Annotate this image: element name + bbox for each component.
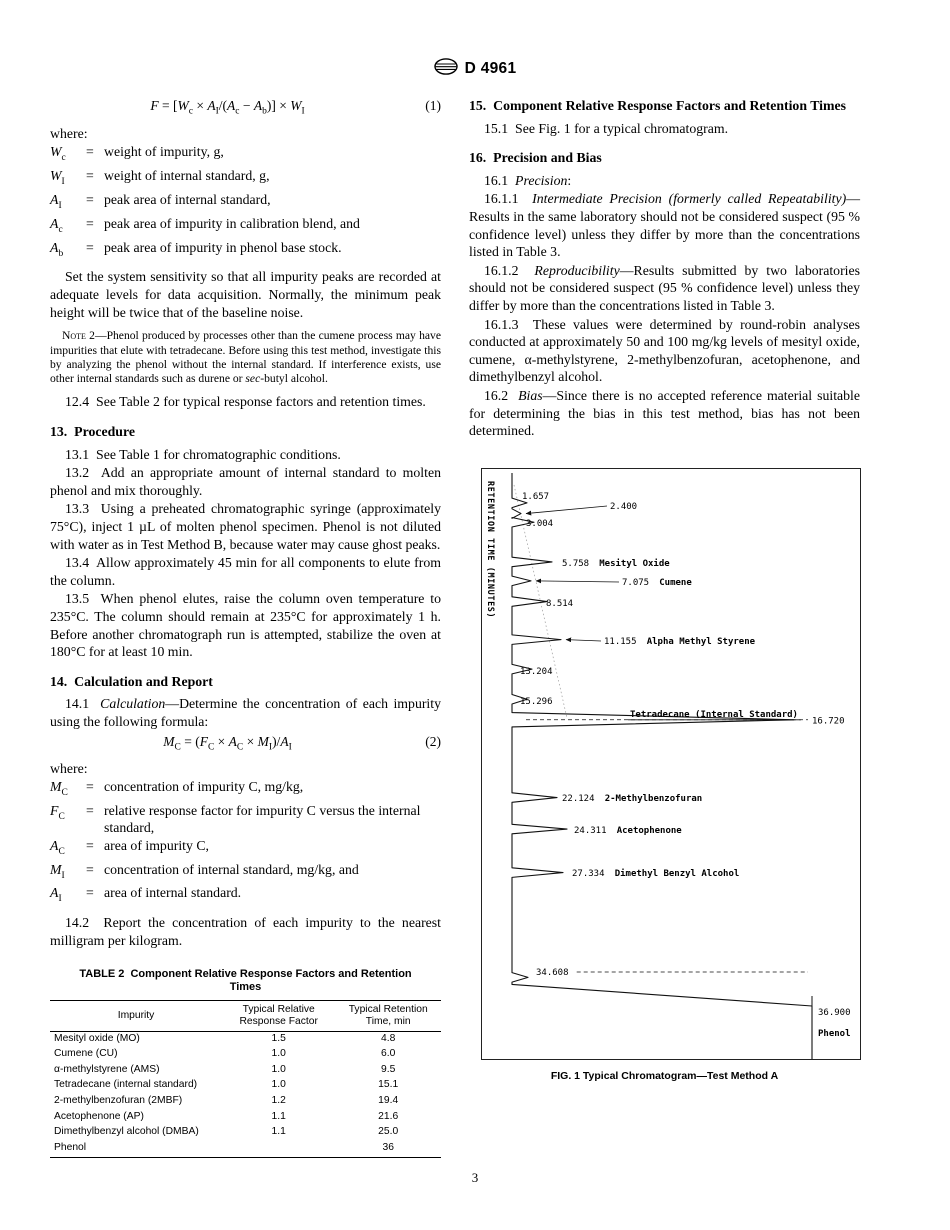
definition-list-2 (50, 778, 441, 908)
table-cell: Cumene (CU) (54, 1048, 118, 1060)
paragraph-12-4: 12.4 See Table 2 for typical response factors and retention times. (65, 394, 426, 410)
table-cell: 19.4 (378, 1094, 399, 1106)
note-2-italic-word: sec (245, 372, 261, 386)
table-cell: Acetophenone (AP) (54, 1110, 144, 1122)
paragraph-13-2: 13.2 Add an appropriate amount of internal standard to molten phenol and mix thoroughly. (50, 465, 441, 498)
definition-text: area of internal standard. (104, 885, 242, 901)
equation-1-body: $F = [W_c \times A_I/(A_c - A_b)] \times W_I$ (150, 98, 305, 117)
peak-time-label: 3.004 (526, 518, 554, 529)
para-number: 16.1 (484, 172, 516, 188)
paragraph-14-1 (50, 695, 441, 730)
symbol: $M_C$ (50, 779, 68, 798)
table-cell: 1.0 (271, 1048, 286, 1060)
chromatogram-chart (482, 469, 860, 1059)
table-row (50, 1110, 441, 1126)
para-rest: —Since there is no accepted reference material suitable for determining the bias in this test method, bias has not been determined. (469, 387, 861, 439)
peak-time-label: 13.204 (520, 666, 553, 677)
symbol: $M_I$ (50, 861, 65, 881)
peak-name-label: Cumene (659, 577, 692, 588)
section-heading-13: 13. Procedure (50, 424, 135, 440)
table-cell: 1.5 (271, 1032, 286, 1044)
paragraph-16-1-1 (469, 190, 860, 260)
document-header (0, 58, 950, 80)
peak-name-label: Acetophenone (616, 825, 682, 836)
table-cell: Phenol (50, 1141, 222, 1158)
peak-time-label: 8.514 (546, 598, 574, 609)
symbol: $F_C$ (50, 803, 65, 822)
table-header-cell: Impurity (50, 1000, 222, 1031)
peak-time-label: 36.900 (818, 1007, 851, 1018)
table-row (50, 1078, 441, 1094)
equals-sign: = (86, 143, 94, 159)
para-rest: —Results in the same laboratory should not be considered suspect (95 % confidence level) unless they differ by more than the concentrations listed in Table 3. (469, 191, 860, 260)
para-number: 16.1.1 (484, 191, 533, 207)
where-label-1: where: (50, 125, 88, 141)
peak-time-label: 22.124 (562, 793, 595, 804)
table-cell (222, 1141, 335, 1158)
definition-row (50, 778, 441, 802)
para-number: 16.1.2 (484, 262, 535, 278)
page-number: 3 (471, 1170, 479, 1185)
table-row (50, 1031, 441, 1047)
table-cell: 21.6 (378, 1110, 399, 1122)
symbol: $A_b$ (50, 239, 64, 259)
peak-time-label: 15.296 (520, 696, 553, 707)
symbol: $A_I$ (50, 885, 62, 905)
definition-row (50, 143, 441, 167)
section-heading-15: 15. Component Relative Response Factors and Retention Times (469, 98, 846, 113)
two-column-layout (50, 95, 860, 1158)
paragraph-13-1: 13.1 See Table 1 for chromatographic conditions. (65, 446, 341, 462)
paragraph-13-3: 13.3 Using a preheated chromatographic syringe (approximately 75°C), inject 1 µL of molten phenol specimen. Phenol is not diluted with water as in Test Method B, because water may cause ghost peaks. (50, 501, 441, 552)
symbol: $W_I$ (50, 167, 65, 187)
peak-time-label: 34.608 (536, 967, 569, 978)
equals-sign: = (86, 191, 94, 207)
table-cell: 9.5 (381, 1063, 396, 1075)
symbol: $A_I$ (50, 191, 62, 211)
paragraph-13-4: 13.4 Allow approximately 45 min for all components to elute from the column. (50, 555, 441, 588)
table-header-row (50, 1000, 441, 1031)
paragraph-16-1-3: 16.1.3 These values were determined by round-robin analyses conducted at approximately 50 and 100 mg/kg levels of mesityl oxide, cumene, α-methylstyrene, 2-methylbenzofuran, acetophenone, and dimethylbenzyl alcohol. (469, 316, 860, 385)
figure-1-caption: FIG. 1 Typical Chromatogram—Test Method A (550, 1069, 779, 1082)
symbol: $W_c$ (50, 143, 66, 163)
para-rest: —Determine the concentration of each impurity using the following formula: (50, 696, 441, 729)
table-cell: Dimethylbenzyl alcohol (DMBA) (54, 1126, 199, 1138)
equals-sign: = (86, 779, 94, 795)
symbol: $A_C$ (50, 837, 65, 857)
chromatogram-frame (481, 468, 861, 1060)
peak-time-label: 16.720 (812, 715, 845, 726)
peak-name-label: Mesityl Oxide (599, 558, 670, 569)
peak-time-label: 5.758 (562, 558, 590, 569)
para-rest: : (567, 172, 572, 188)
table-row (50, 1047, 441, 1063)
peak-time-label: 1.657 (522, 491, 550, 502)
para-lead-italic: Bias (518, 387, 543, 403)
note-2-body-end: -butyl alcohol. (260, 372, 328, 386)
table-row (50, 1141, 441, 1158)
equation-1 (50, 98, 441, 117)
table-2 (50, 968, 441, 1159)
table-cell: 1.1 (271, 1126, 286, 1138)
table-cell: 6.0 (381, 1048, 396, 1060)
equals-sign: = (86, 215, 94, 231)
paragraph-15-1: 15.1 See Fig. 1 for a typical chromatogram. (484, 120, 729, 136)
table-cell: α-methylstyrene (AMS) (54, 1063, 160, 1075)
definition-text: weight of impurity, g, (104, 143, 224, 159)
peak-name-label: Dimethyl Benzyl Alcohol (614, 868, 740, 879)
peak-name-label: Tetradecane (Internal Standard) (630, 709, 798, 720)
table-cell: Mesityl oxide (MO) (54, 1032, 140, 1044)
equation-1-number: (1) (425, 98, 441, 113)
note-2 (50, 329, 441, 386)
right-column (469, 95, 860, 1158)
section-heading-14: 14. Calculation and Report (50, 673, 213, 689)
para-lead-italic: Calculation (100, 696, 166, 712)
table-row (50, 1094, 441, 1110)
astm-logo-icon (434, 58, 458, 80)
definition-text: peak area of impurity in phenol base stock. (104, 239, 342, 255)
equals-sign: = (86, 167, 94, 183)
definition-text: area of impurity C, (104, 837, 209, 853)
table-2-title: TABLE 2 Component Relative Response Factors and Retention Times (79, 967, 412, 994)
para-number: 16.2 (484, 387, 519, 403)
peak-time-label: 2.400 (610, 501, 638, 512)
paragraph-sensitivity: Set the system sensitivity so that all impurity peaks are recorded at adequate levels for data acquisition. Normally, the minimum peak height will be twice that of the baseline noise. (50, 269, 441, 320)
table-row (50, 1125, 441, 1141)
table-cell: Tetradecane (internal standard) (54, 1079, 198, 1091)
definition-text: relative response factor for impurity C versus the internal standard, (104, 803, 421, 836)
equals-sign: = (86, 239, 94, 255)
peak-time-label: 27.334 (572, 868, 605, 879)
note-2-label: Note 2 (62, 329, 95, 343)
definition-text: concentration of impurity C, mg/kg, (104, 779, 304, 795)
paragraph-14-2: 14.2 Report the concentration of each impurity to the nearest milligram per kilogram. (50, 915, 441, 949)
table-header-cell: Typical Retention Time, min (335, 1000, 441, 1031)
table-cell: 2-methylbenzofuran (2MBF) (54, 1094, 183, 1106)
definition-row (50, 802, 441, 836)
table-2-grid (50, 1000, 441, 1159)
definition-row (50, 239, 441, 263)
para-rest: —Results submitted by two laboratories should not be considered suspect (95 % confidence level) unless they differ by more than the concentrations listed in Table 3. (469, 262, 861, 313)
definition-row (50, 884, 441, 908)
definition-text: concentration of internal standard, mg/kg, and (104, 861, 359, 877)
peak-time-label: 7.075 (622, 577, 650, 588)
definition-text: peak area of internal standard, (104, 191, 271, 207)
left-column (50, 95, 441, 1158)
paragraph-16-1-2 (469, 262, 860, 315)
equals-sign: = (86, 861, 94, 877)
peak-name-label: 2-Methylbenzofuran (604, 793, 703, 804)
para-lead-italic: Precision (515, 172, 568, 188)
table-cell: 1.1 (271, 1110, 286, 1122)
equation-2-number: (2) (425, 733, 441, 749)
table-header-cell: Typical Relative Response Factor (222, 1000, 335, 1031)
equals-sign: = (86, 885, 94, 901)
equals-sign: = (86, 803, 94, 819)
section-heading-16: 16. Precision and Bias (469, 150, 602, 166)
paragraph-13-5: 13.5 When phenol elutes, raise the column oven temperature to 235°C. The column should remain at 235°C for approximately 1 h. Before another chromatograph run is attempted, stabilize the oven at 180°C for at least 10 min. (50, 591, 441, 660)
table-cell: 1.2 (271, 1094, 286, 1106)
para-number: 14.1 (65, 696, 101, 712)
equation-2-body: $M_C = (F_C \times A_C \times M_I)/A_I$ (163, 733, 292, 753)
definition-row (50, 191, 441, 215)
peak-time-label: 11.155 (604, 636, 637, 647)
peak-time-label: 24.311 (574, 825, 607, 836)
figure-1 (469, 468, 860, 1082)
definition-list-1 (50, 143, 441, 263)
paragraph-16-1 (469, 172, 860, 190)
table-cell: 36 (335, 1141, 441, 1158)
table-cell: 1.0 (271, 1063, 286, 1075)
symbol: $A_c$ (50, 215, 63, 235)
table-row (50, 1063, 441, 1079)
definition-text: weight of internal standard, g, (104, 167, 270, 183)
document-number: D 4961 (464, 60, 517, 77)
where-label-2: where: (50, 761, 88, 777)
table-cell: 1.0 (271, 1079, 286, 1091)
definition-row (50, 861, 441, 885)
para-lead-italic: Reproducibility (534, 262, 620, 278)
definition-text: peak area of impurity in calibration blend, and (104, 215, 360, 231)
note-2-body: —Phenol produced by processes other than the cumene process may have impurities that elute with tetradecane. Before using this test method, investigate this by analyzing the phenol without the internal standard. If interference exists, use other internal standards such as durene or (50, 329, 441, 386)
definition-row (50, 215, 441, 239)
peak-name-label: Phenol (818, 1028, 851, 1039)
equation-2 (50, 734, 441, 753)
table-cell: 15.1 (378, 1079, 399, 1091)
table-cell: 4.8 (381, 1032, 396, 1044)
para-lead-italic: Intermediate Precision (formerly called Repeatability) (532, 191, 847, 207)
definition-row (50, 837, 441, 861)
table-cell: 25.0 (378, 1126, 399, 1138)
definition-row (50, 167, 441, 191)
retention-time-axis-label: RETENTION TIME (MINUTES) (485, 480, 495, 618)
peak-name-label: Alpha Methyl Styrene (646, 636, 756, 647)
paragraph-16-2 (469, 387, 860, 440)
equals-sign: = (86, 837, 94, 853)
